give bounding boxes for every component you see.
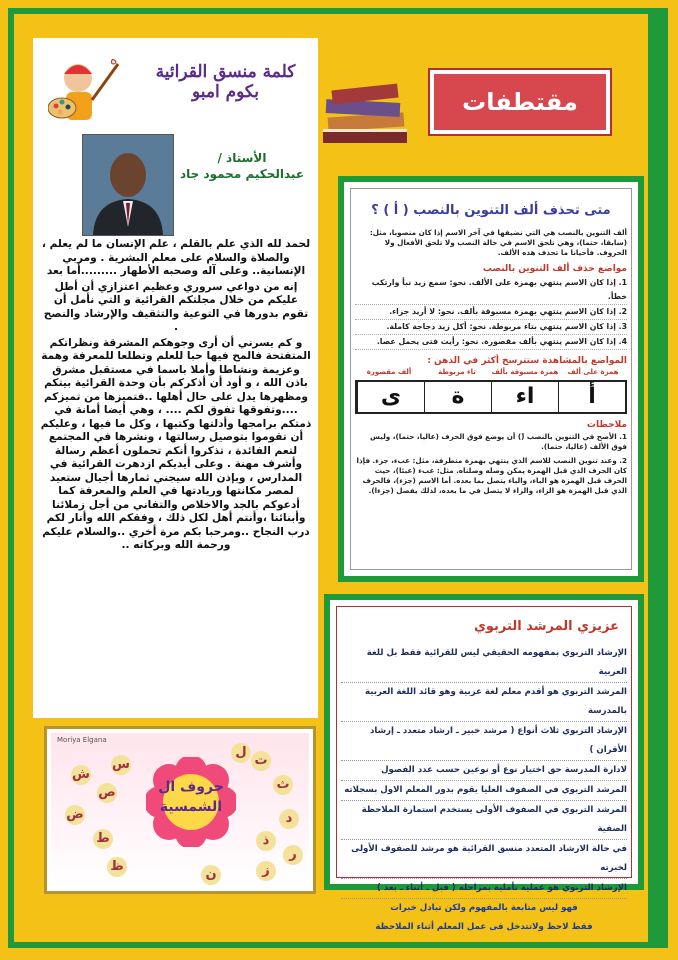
tanween-letter: ى (357, 382, 424, 412)
tanween-inner (350, 188, 632, 570)
murshid-line: المرشد التربوي هو أقدم معلم لغة عربية وهو قائد اللغة العربية بالمدرسة (341, 683, 627, 722)
right-green-bar (648, 12, 666, 942)
tanween-notes-title: ملاحظات (586, 420, 627, 430)
teacher-title: الأستاذ / (217, 151, 267, 165)
teacher-name: عبدالحكيم محمود جاد (179, 167, 305, 181)
tanween-letter: أ (558, 382, 625, 412)
sun-letter: ن (201, 865, 221, 885)
murshid-line: الإرشاد التربوي ثلاث أنواع ( مرشد خبير ـ ارشاد متعدد ـ إرشاد الأقران ) (341, 722, 627, 761)
tanween-visual-header: همزة مسبوقة بألف (491, 368, 559, 376)
murshid-line: في حالة الارشاد المتعدد منسق القرائية هو مرشد للصفوف الأولى لخبرته (341, 840, 627, 879)
sun-letter: ث (273, 775, 293, 795)
murshid-line: لادارة المدرسة حق اختيار نوع أو نوعين حسب عدد الفصول (341, 761, 627, 781)
tanween-case: 3. إذا كان الاسم ينتهي بتاء مربوطة. نحو: أكل زيد دجاجة كاملة. (355, 320, 627, 335)
tanween-letters-table (355, 380, 627, 414)
books-icon (318, 75, 413, 147)
speech-paragraph: لحمد لله الذي علم بالقلم ، علم الإنسان ما لم يعلم ، والصلاة والسلام على معلم البشرية . ومربي الإنسانية.. وعلى آله وصحبه الأطهار .........أما بعد (41, 238, 311, 277)
sun-letter: ر (283, 845, 303, 865)
section-banner: مقتطفات (430, 70, 610, 134)
tanween-letter: ة (424, 382, 491, 412)
sun-letter: د (279, 809, 299, 829)
tanween-visual-title: المواضع بالمشاهدة ستترسخ أكثر في الذهن : (427, 356, 627, 366)
tanween-note: 2. وعند تنوين النصب للاسم الذي ينتهي بهمزة متطرفة، مثل: عبء، جزء. فإذا كان الحرف الذي قبل الهمزة يمكن وصله وصلناه. مثل: عبء (عبئا)، حيث الحرف قبل الهمزة هو الباء، والباء يتصل بما بعده. أما الاسم (جزء)، فالحرف الذي قبل الهمزة هو الزاء، والزاء لا يتصل في ما بعده، لذلك يفصل (جزءا). (356, 456, 627, 495)
sun-letter: ص (97, 783, 117, 803)
tanween-intro: ألف التنوين بالنصب هي التي نضيفها في آخر الاسم إذا كان منصوبا، مثل: (سابقا، حتما)، وهي تلحق الاسم في حالة النصب ولا تلحق الأفعال ولا الحروف. فأحيانا ما تحذف هذه الألف. (369, 228, 627, 257)
sun-letter: ذ (256, 831, 276, 851)
teacher-photo (82, 134, 174, 236)
sun-letters-inner (51, 733, 309, 887)
tanween-note: 1. الأصح في التنوين بالنصب (ً) أن يوضع فوق الحرف (عاليا، حتما)، وليس فوق الألف (عاليا، حتما). (369, 432, 627, 451)
murshid-line: الإرشاد التربوي هو عملية تأملية بمراحله ( قبل ـ أثناء ـ بعد ) (341, 879, 627, 899)
murshid-inner (336, 606, 632, 932)
tanween-title: متى تحذف ألف التنوين بالنصب ( أ ) ؟ (371, 203, 611, 218)
murshid-card (324, 594, 644, 932)
sun-letter: ت (251, 751, 271, 771)
tanween-case: 1. إذا كان الاسم ينتهي بهمزة على الألف. نحو: سمع زيد نبأ وارتكب خطأ. (355, 276, 627, 305)
murshid-line: المرشد التربوي في الصفوف الأولى يستخدم استمارة الملاحظة الصفية (341, 801, 627, 840)
sun-letter: ط (93, 829, 113, 849)
svg-text:ه: ه (110, 52, 118, 68)
tanween-letter: اء (491, 382, 558, 412)
sun-letter: ش (71, 765, 91, 785)
tanween-case: 2. إذا كان الاسم ينتهي بهمزة مسبوقة بألف. نحو: لا أريد جزاء. (355, 305, 627, 320)
speech-paragraph: إنه من دواعي سروري وعظيم اعتزازي أن أطل عليكم من خلال مجلتكم القرائية و التي نأمل أن تقوم بدورها في التوعية والتثقيف والإرشاد والنصح . (43, 280, 309, 333)
speech-paragraph: و كم يسرني أن أرى وجوهكم المشرقة ونظراتكم المتفتحة فالمح فيها حبا للعلم وتطلعا للمعرفة وهمة وعزيمة ونشاطا وأملا باسما في مستقبل مشرق باذن الله ، و أود أن أذكركم بأن وحدة القرائية بيتكم ومظهرها يدل على حال أهلها ..فتميزها من تميزكم ....وتفوقها تفوق لكم .... ، وهي أيضا أمانة في ذمتكم برامجها وأدلتها وكتبها ، وكل ما فيها ، وعليكم أن تقوموا بتوصيل رسالتها ، ونشرها في المجتمع لتعم الفائدة ، تذكروا أنكم تحملون أعظم رسالة وأشرف مهنة . وعلى أيديكم ازدهرت القرائية في المدارس ، وبإذن الله سيجني ثمارها أجيال ستعيد لمصر مكانتها وريادتها في العلم والمعرفة كما أدعوكم بالجد والاخلاص والتفاني من أجل زملائنا وأبنائنا ،وأنتم أهل لكل ذلك ، وفقكم الله وأنار لكم درب النجاح ..ومرحبا بكم مرة أخري ..والسلام عليكم ورحمة الله وبركاته .. (40, 336, 312, 551)
sun-letter: ظ (107, 857, 127, 877)
watermark: Moriya Elgana (57, 736, 107, 744)
murshid-line: المرشد التربوي في الصفوف العليا يقوم بدور المعلم الاول بسجلاته (341, 781, 627, 801)
speech-text (40, 238, 312, 555)
tanween-visual-header: همزة على ألف (567, 368, 619, 376)
murshid-line: فقط لاحظ ولاتتدخل فى عمل المعلم أثناء الملاحظة (375, 922, 593, 932)
teacher-name-block (172, 150, 312, 182)
sun-letters-title: حروف ال الشمسية (158, 779, 224, 815)
painter-illustration-icon (48, 50, 133, 130)
murshid-line: فهو ليس متابعة بالمفهوم ولكن تبادل خبرات (390, 903, 578, 913)
tanween-case: 4. إذا كان الاسم ينتهي بألف مقصورة. نحو: رأيت فتى يحمل عصا. (355, 335, 627, 350)
tanween-visual-header: ألف مقصورة (366, 368, 412, 376)
murshid-title: عزيزي المرشد التربوي (473, 619, 619, 634)
tanween-cases-title: مواضع حذف ألف التنوين بالنصب (482, 264, 627, 274)
murshid-line: الإرشاد التربوي بمفهومه الحقيقي ليس للقرائية فقط بل للغة العربية (341, 644, 627, 683)
tanween-card (338, 176, 644, 582)
sun-letter: س (111, 755, 131, 775)
page-heading: كلمة منسق القرائية بكوم امبو (155, 62, 296, 102)
sun-letter: ل (231, 743, 251, 763)
tanween-visual-header: تاء مربوطة (438, 368, 476, 376)
sun-letters-card (44, 726, 316, 894)
sun-letter: ض (65, 805, 85, 825)
tanween-visual-headers (355, 368, 627, 376)
sun-letter: ز (256, 861, 276, 881)
